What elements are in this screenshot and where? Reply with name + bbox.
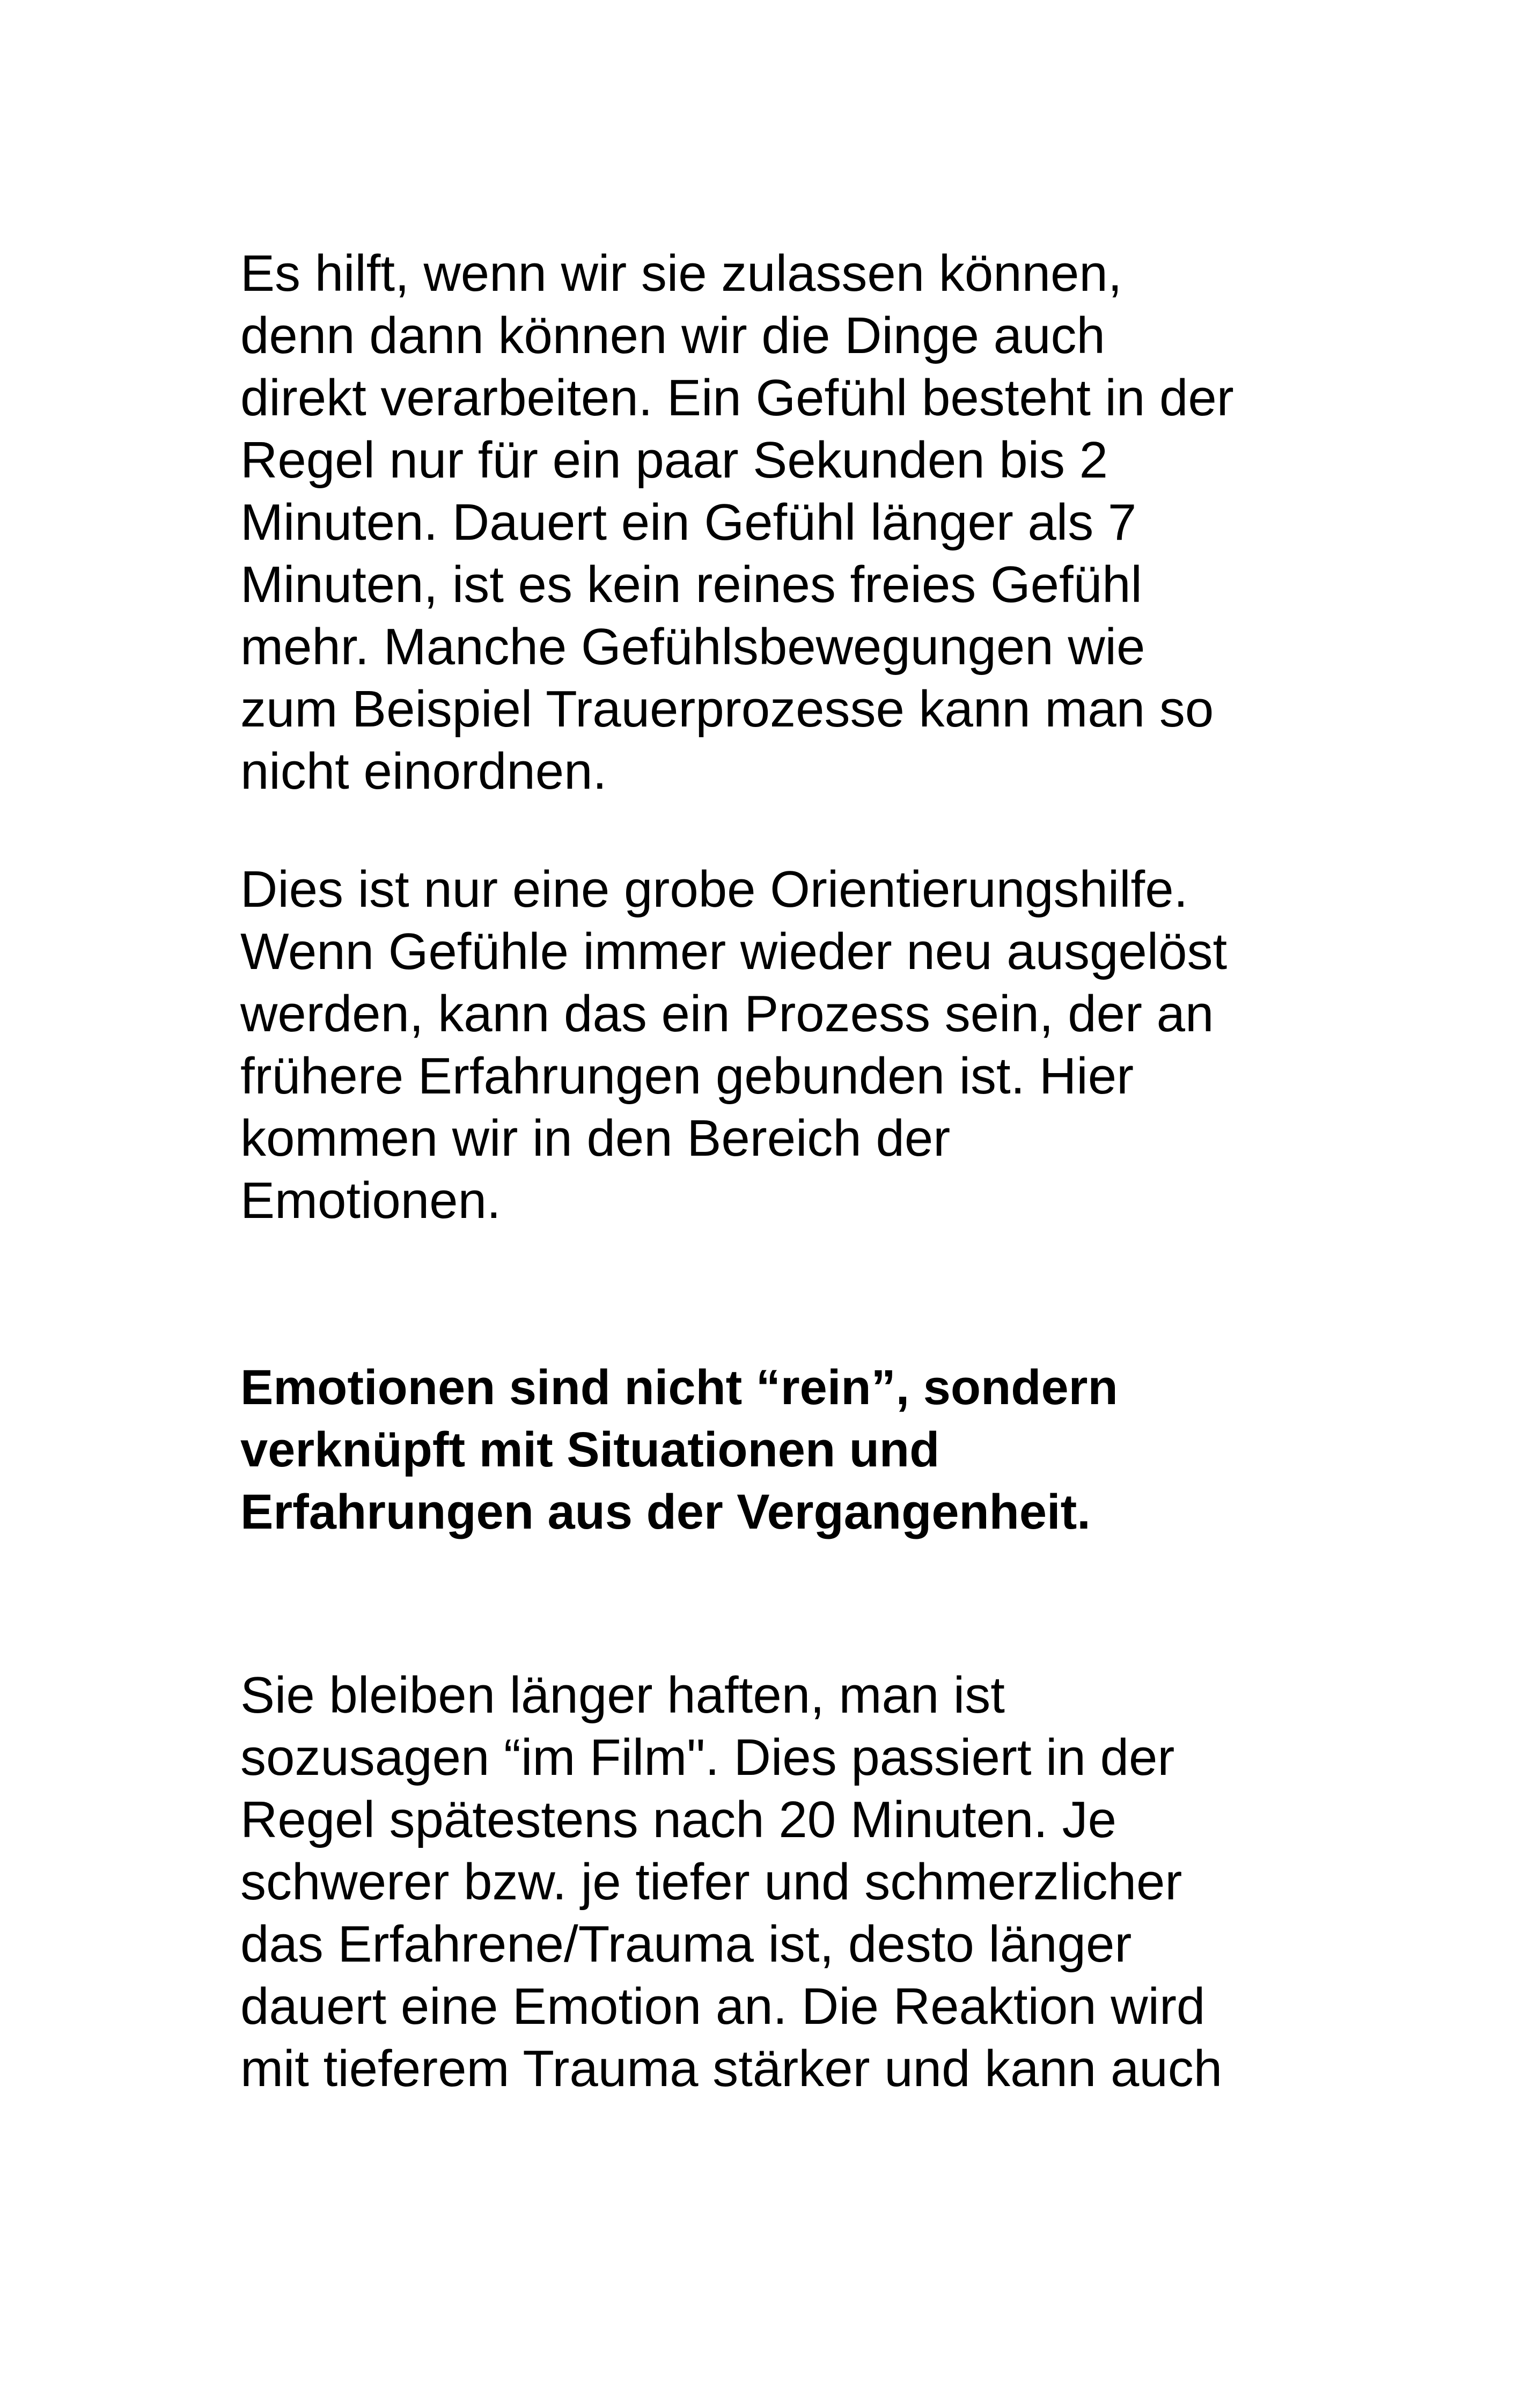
heading-line: Erfahrungen aus der Vergangenheit.: [240, 1485, 1091, 1539]
text-line: werden, kann das ein Prozess sein, der an: [240, 985, 1214, 1043]
text-line: dauert eine Emotion an. Die Reaktion wird: [240, 1978, 1206, 2035]
text-line: Regel nur für ein paar Sekunden bis 2: [240, 431, 1108, 489]
heading-line: Emotionen sind nicht “rein”, sondern: [240, 1360, 1118, 1415]
text-line: denn dann können wir die Dinge auch: [240, 307, 1105, 364]
text-line: Regel spätestens nach 20 Minuten. Je: [240, 1791, 1117, 1848]
text-line: mit tieferem Trauma stärker und kann auch: [240, 2040, 1223, 2097]
paragraph-emotions: [240, 1664, 1335, 2100]
paragraph-orientation: [240, 858, 1335, 1232]
emphasis-heading: [240, 1356, 1335, 1543]
text-line: mehr. Manche Gefühlsbewegungen wie: [240, 618, 1145, 676]
text-line: zum Beispiel Trauerprozesse kann man so: [240, 680, 1214, 738]
paragraph-feelings-intro: [240, 243, 1335, 803]
text-line: Emotionen.: [240, 1172, 501, 1229]
text-line: kommen wir in den Bereich der: [240, 1110, 951, 1167]
text-line: Sie bleiben länger haften, man ist: [240, 1666, 1005, 1724]
heading-line: verknüpft mit Situationen und: [240, 1422, 940, 1477]
text-line: Minuten, ist es kein reines freies Gefühl: [240, 556, 1142, 613]
text-line: Wenn Gefühle immer wieder neu ausgelöst: [240, 923, 1228, 980]
text-line: Es hilft, wenn wir sie zulassen können,: [240, 245, 1122, 302]
text-line: nicht einordnen.: [240, 743, 607, 800]
text-line: direkt verarbeiten. Ein Gefühl besteht in der: [240, 369, 1234, 427]
text-line: sozusagen “im Film". Dies passiert in der: [240, 1729, 1175, 1786]
text-line: schwerer bzw. je tiefer und schmerzlicher: [240, 1853, 1182, 1911]
text-line: Minuten. Dauert ein Gefühl länger als 7: [240, 494, 1137, 551]
text-line: das Erfahrene/Trauma ist, desto länger: [240, 1915, 1132, 1973]
text-line: Dies ist nur eine grobe Orientierungshilfe.: [240, 861, 1188, 918]
text-line: frühere Erfahrungen gebunden ist. Hier: [240, 1047, 1134, 1105]
